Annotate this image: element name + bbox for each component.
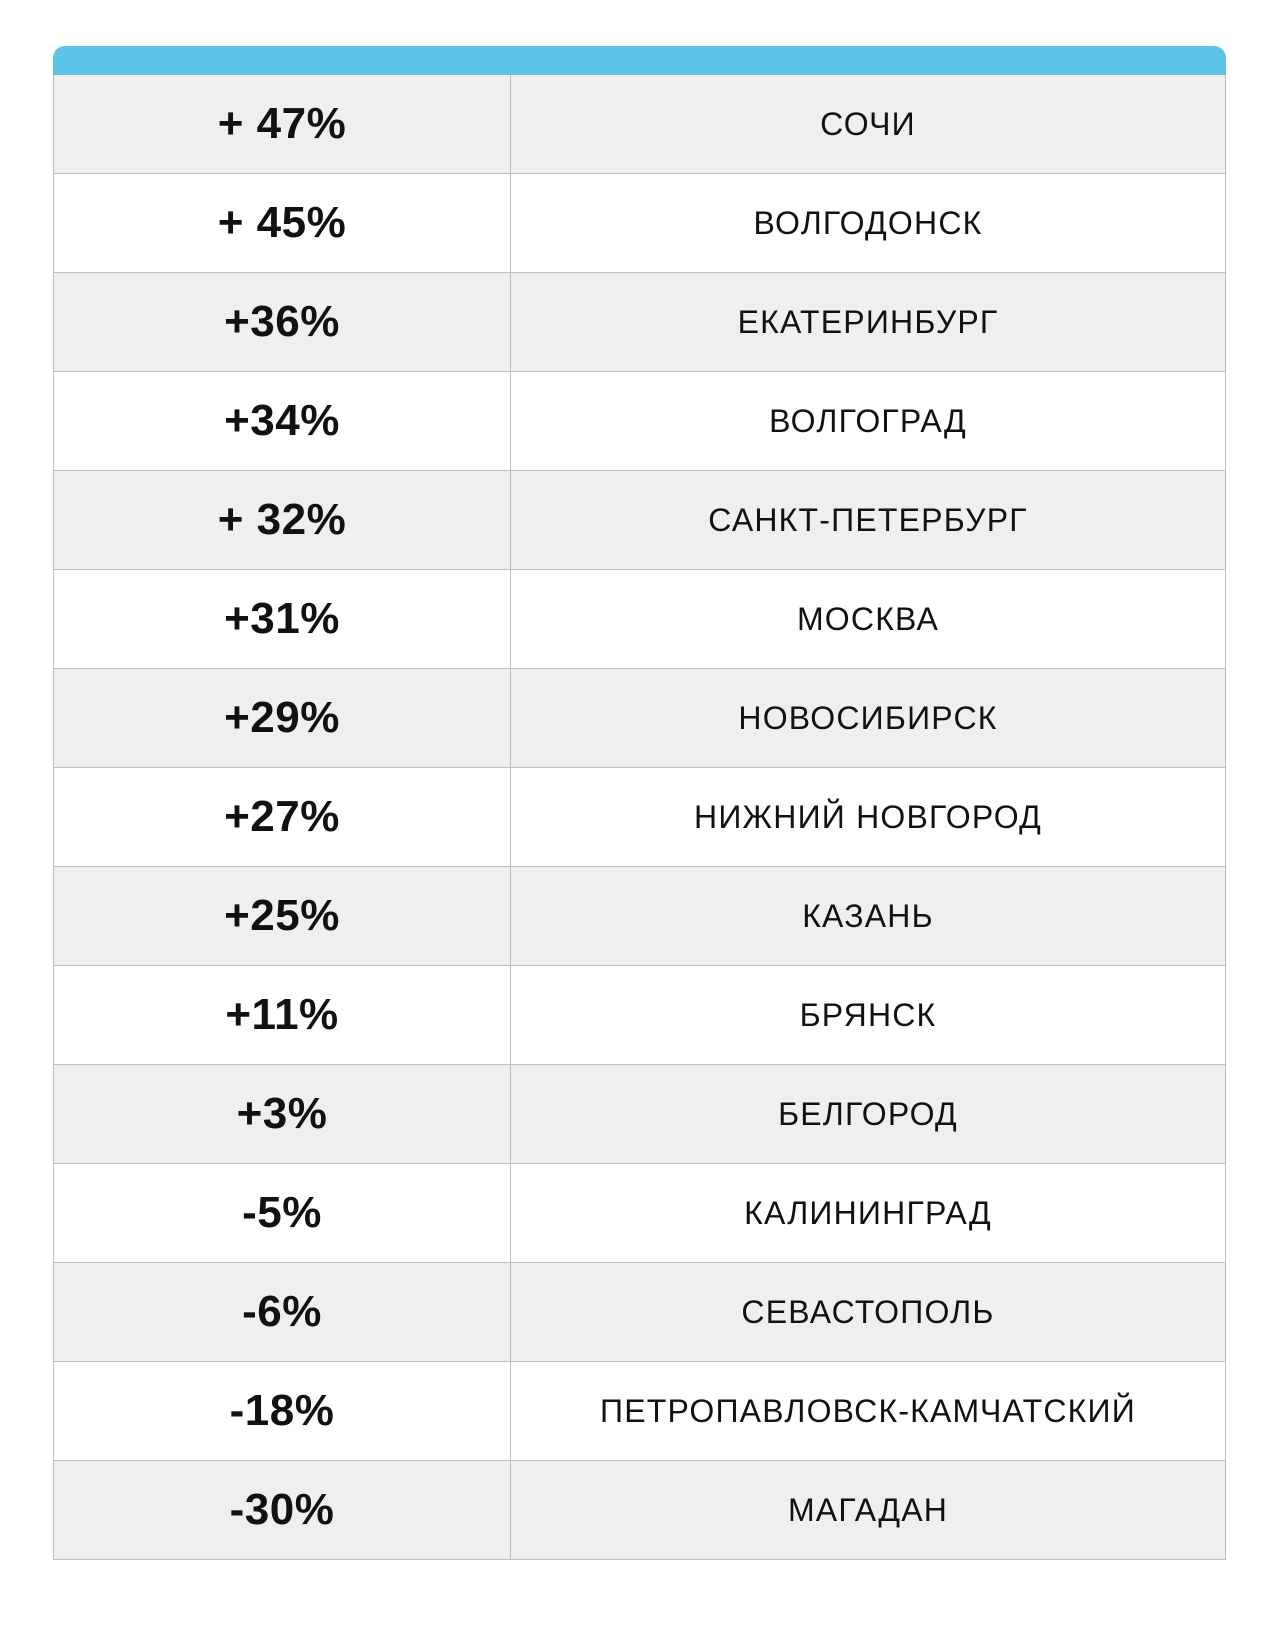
change-cell: + 45%: [54, 174, 511, 272]
change-cell: +27%: [54, 768, 511, 866]
table-body: [53, 75, 1226, 1560]
city-cell: МАГАДАН: [787, 1491, 949, 1528]
city-cell: ЕКАТЕРИНБУРГ: [737, 303, 999, 340]
city-cell: КАЛИНИНГРАД: [744, 1194, 992, 1231]
city-cell: БРЯНСК: [799, 996, 937, 1033]
change-cell: +25%: [54, 867, 511, 965]
change-cell: +29%: [54, 669, 511, 767]
change-cell: + 32%: [54, 471, 511, 569]
city-cell: САНКТ-ПЕТЕРБУРГ: [708, 501, 1028, 538]
change-cell: +11%: [54, 966, 511, 1064]
city-cell: ВОЛГОДОНСК: [753, 204, 983, 241]
city-cell: СОЧИ: [820, 105, 916, 142]
change-cell: -6%: [54, 1263, 511, 1361]
table-row: [54, 767, 1225, 866]
table-row: [54, 1262, 1225, 1361]
city-cell: КАЗАНЬ: [802, 897, 934, 934]
table-row: [54, 668, 1225, 767]
table-row: [54, 470, 1225, 569]
table-row: [54, 1361, 1225, 1460]
table-row: [54, 965, 1225, 1064]
change-cell: +31%: [54, 570, 511, 668]
city-cell: НИЖНИЙ НОВГОРОД: [694, 798, 1042, 835]
table-row: [54, 272, 1225, 371]
table-row: [54, 173, 1225, 272]
city-change-table: [53, 46, 1226, 1560]
table-header-bar: [53, 46, 1226, 75]
table-row: [54, 1163, 1225, 1262]
city-cell: МОСКВА: [796, 600, 940, 637]
change-cell: -18%: [54, 1362, 511, 1460]
change-cell: -30%: [54, 1461, 511, 1559]
table-row: [54, 1460, 1225, 1559]
table-row: [54, 371, 1225, 470]
change-cell: +34%: [54, 372, 511, 470]
change-cell: + 47%: [54, 75, 511, 173]
table-row: [54, 75, 1225, 173]
change-cell: +3%: [54, 1065, 511, 1163]
city-cell: БЕЛГОРОД: [778, 1095, 958, 1132]
city-cell: НОВОСИБИРСК: [738, 699, 998, 736]
city-cell: ПЕТРОПАВЛОВСК-КАМЧАТСКИЙ: [600, 1392, 1136, 1429]
city-cell: ВОЛГОГРАД: [769, 402, 967, 439]
table-row: [54, 866, 1225, 965]
table-row: [54, 1064, 1225, 1163]
change-cell: +36%: [54, 273, 511, 371]
city-cell: СЕВАСТОПОЛЬ: [741, 1293, 995, 1330]
table-row: [54, 569, 1225, 668]
change-cell: -5%: [54, 1164, 511, 1262]
